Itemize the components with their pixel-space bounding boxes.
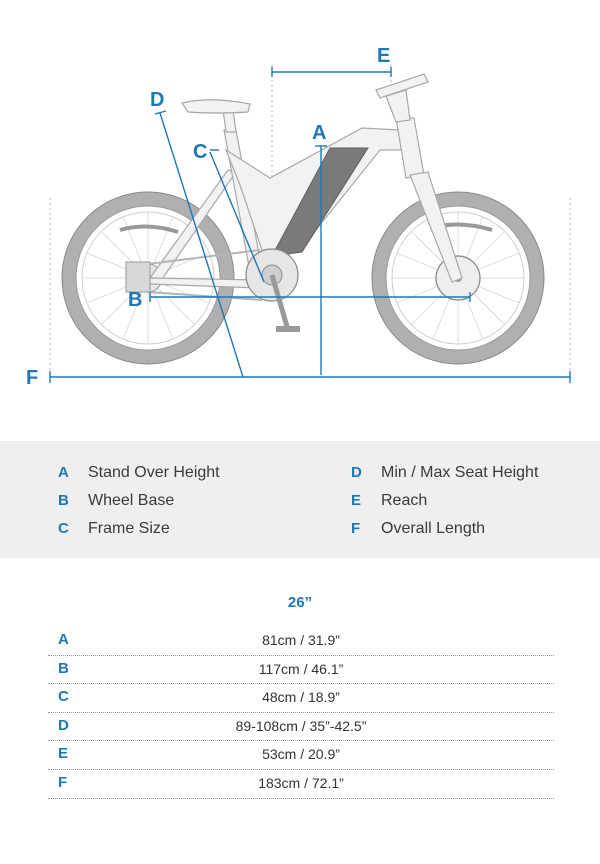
label-b: B xyxy=(128,289,143,311)
legend-letter: A xyxy=(58,464,69,481)
label-c: C xyxy=(193,141,208,163)
row-letter: C xyxy=(58,688,69,706)
legend-item-c xyxy=(58,518,170,540)
row-value: 81cm / 31.9” xyxy=(262,632,340,648)
legend-text: Reach xyxy=(381,492,428,509)
legend-letter: B xyxy=(58,492,69,509)
legend-letter: E xyxy=(351,492,362,509)
label-a: A xyxy=(312,122,327,144)
legend-letter: C xyxy=(58,520,69,537)
size-heading: 26” xyxy=(287,594,313,611)
legend-item-e xyxy=(351,490,427,512)
legend-text: Overall Length xyxy=(381,520,486,537)
row-value: 117cm / 46.1” xyxy=(258,660,344,677)
legend-item-b xyxy=(58,490,174,512)
legend-text: Wheel Base xyxy=(88,492,175,509)
row-letter: A xyxy=(58,631,69,648)
legend-text: Frame Size xyxy=(88,520,170,537)
table-row xyxy=(48,713,554,742)
label-f: F xyxy=(26,367,39,389)
legend-item-a xyxy=(58,462,220,484)
legend-text: Min / Max Seat Height xyxy=(381,464,539,481)
row-letter: E xyxy=(58,745,69,763)
legend-letter: F xyxy=(351,520,361,537)
label-e: E xyxy=(377,45,391,67)
table-row xyxy=(48,741,554,770)
legend-letter: D xyxy=(351,464,362,481)
table-row xyxy=(48,656,554,685)
row-value: 48cm / 18.9” xyxy=(262,689,340,706)
legend-text: Stand Over Height xyxy=(88,464,220,481)
legend-item-d xyxy=(351,462,538,484)
table-row xyxy=(48,627,554,656)
legend-item-f xyxy=(351,518,485,540)
table-row xyxy=(48,770,554,799)
row-letter: D xyxy=(58,716,69,734)
row-letter: F xyxy=(58,773,68,791)
table-row xyxy=(48,684,554,713)
row-value: 89-108cm / 35”-42.5” xyxy=(235,717,367,734)
row-letter: B xyxy=(58,659,69,677)
label-d: D xyxy=(150,89,165,111)
row-value: 53cm / 20.9” xyxy=(262,746,340,763)
legend-panel xyxy=(0,441,600,558)
row-value: 183cm / 72.1” xyxy=(258,774,344,791)
spec-table xyxy=(48,627,554,799)
